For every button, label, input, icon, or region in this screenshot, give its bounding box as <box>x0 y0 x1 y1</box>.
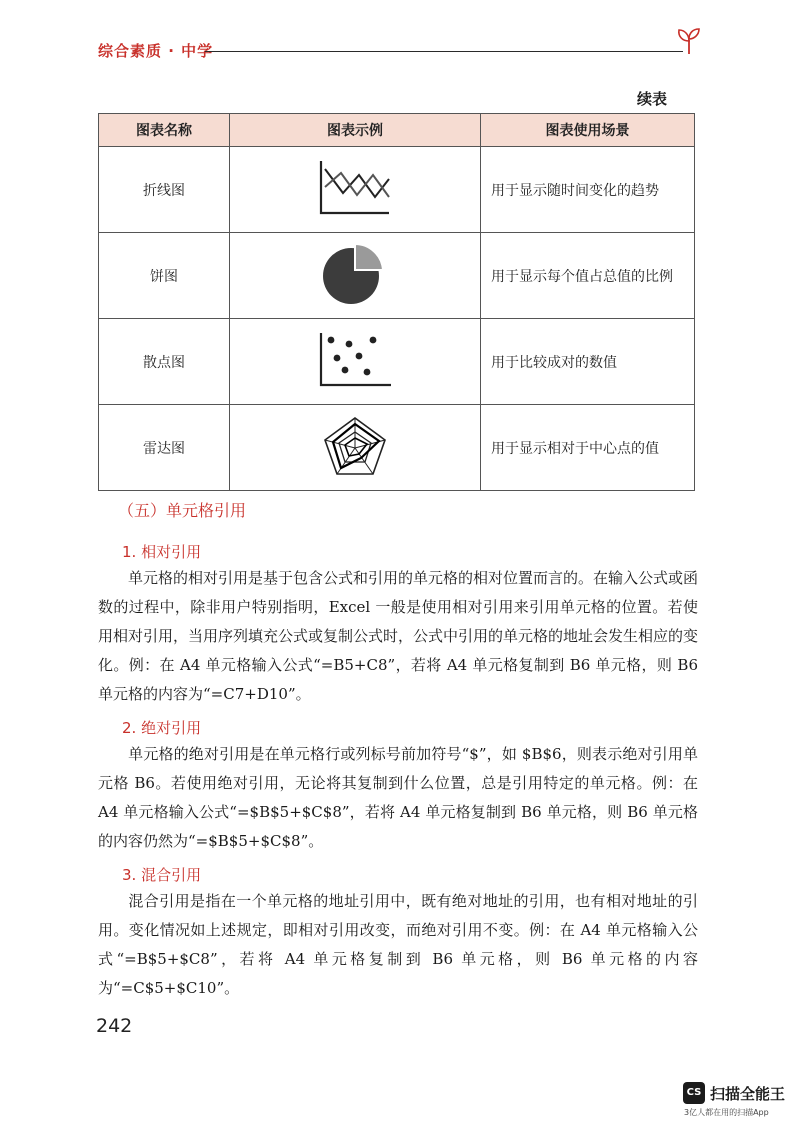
chart-example-cell <box>230 319 481 405</box>
header-rule <box>205 51 683 52</box>
watermark-tagline: 3亿人都在用的扫描App <box>684 1108 769 1117</box>
subsection-title-absolute: 2. 绝对引用 <box>122 719 202 737</box>
header-chart-name: 图表名称 <box>99 114 230 147</box>
paragraph-text: 混合引用是指在一个单元格的地址引用中，既有绝对地址的引用，也有相对地址的引用。变化情况如上述规定，即相对引用改变，而绝对引用不变。例：在 A4 单元格输入公式“=B$5+$C8”，若将 A4 单元格复制到 B6 单元格，则 B6 单元格的内容为“=C$5+$C10”。 <box>98 892 698 997</box>
header-chart-usage: 图表使用场景 <box>481 114 695 147</box>
continued-label: 续表 <box>637 90 668 108</box>
subsection-title-mixed: 3. 混合引用 <box>122 866 202 884</box>
paragraph-mixed-reference <box>98 887 698 1003</box>
paragraph-absolute-reference <box>98 740 698 856</box>
chart-usage-cell: 用于显示随时间变化的趋势 <box>481 147 695 233</box>
radar-chart-icon <box>319 414 391 478</box>
sprout-icon <box>676 26 702 56</box>
chart-usage-cell: 用于显示相对于中心点的值 <box>481 405 695 491</box>
page-number: 242 <box>96 1015 133 1037</box>
chart-usage-cell: 用于比较成对的数值 <box>481 319 695 405</box>
table-header-row <box>99 114 695 147</box>
chart-example-cell <box>230 147 481 233</box>
paragraph-text: 单元格的绝对引用是在单元格行或列标号前加符号“$”，如 $B$6，则表示绝对引用单元格 B6。若使用绝对引用，无论将其复制到什么位置，总是引用特定的单元格。例：在 A4 单元格输入公式“=$B$5+$C$8”，若将 A4 单元格复制到 B6 单元格，则 B6 单元格的内容仍然为“=$B$5+$C$8”。 <box>98 745 698 850</box>
paragraph-relative-reference <box>98 564 698 709</box>
chart-usage-cell: 用于显示每个值占总值的比例 <box>481 233 695 319</box>
chart-name-cell: 雷达图 <box>99 405 230 491</box>
chart-name-cell: 饼图 <box>99 233 230 319</box>
chart-example-cell <box>230 233 481 319</box>
chart-example-cell <box>230 405 481 491</box>
watermark-name: 扫描全能王 <box>710 1085 786 1103</box>
pie-chart-icon <box>319 242 391 306</box>
table-row <box>99 405 695 491</box>
subsection-title-relative: 1. 相对引用 <box>122 543 202 561</box>
header-chart-example: 图表示例 <box>230 114 481 147</box>
table-row <box>99 147 695 233</box>
section-title: （五）单元格引用 <box>118 501 247 520</box>
scatter-chart-icon <box>315 330 395 390</box>
chart-name-cell: 散点图 <box>99 319 230 405</box>
table-row <box>99 319 695 405</box>
line-chart-icon <box>315 157 395 219</box>
camscanner-logo-icon: CS <box>683 1082 705 1104</box>
paragraph-text: 单元格的相对引用是基于包含公式和引用的单元格的相对位置而言的。在输入公式或函数的过程中，除非用户特别指明，Excel 一般是使用相对引用来引用单元格的位置。若使用相对引用，当用序列填充公式或复制公式时，公式中引用的单元格的地址会发生相应的变化。例：在 A4 单元格输入公式“=B5+C8”，若将 A4 单元格复制到 B6 单元格，则 B6 单元格的内容为“=C7+D10”。 <box>98 569 699 703</box>
chart-name-cell: 折线图 <box>99 147 230 233</box>
running-header-title: 综合素质 · 中学 <box>98 42 214 60</box>
chart-types-table <box>98 113 695 491</box>
table-row <box>99 233 695 319</box>
